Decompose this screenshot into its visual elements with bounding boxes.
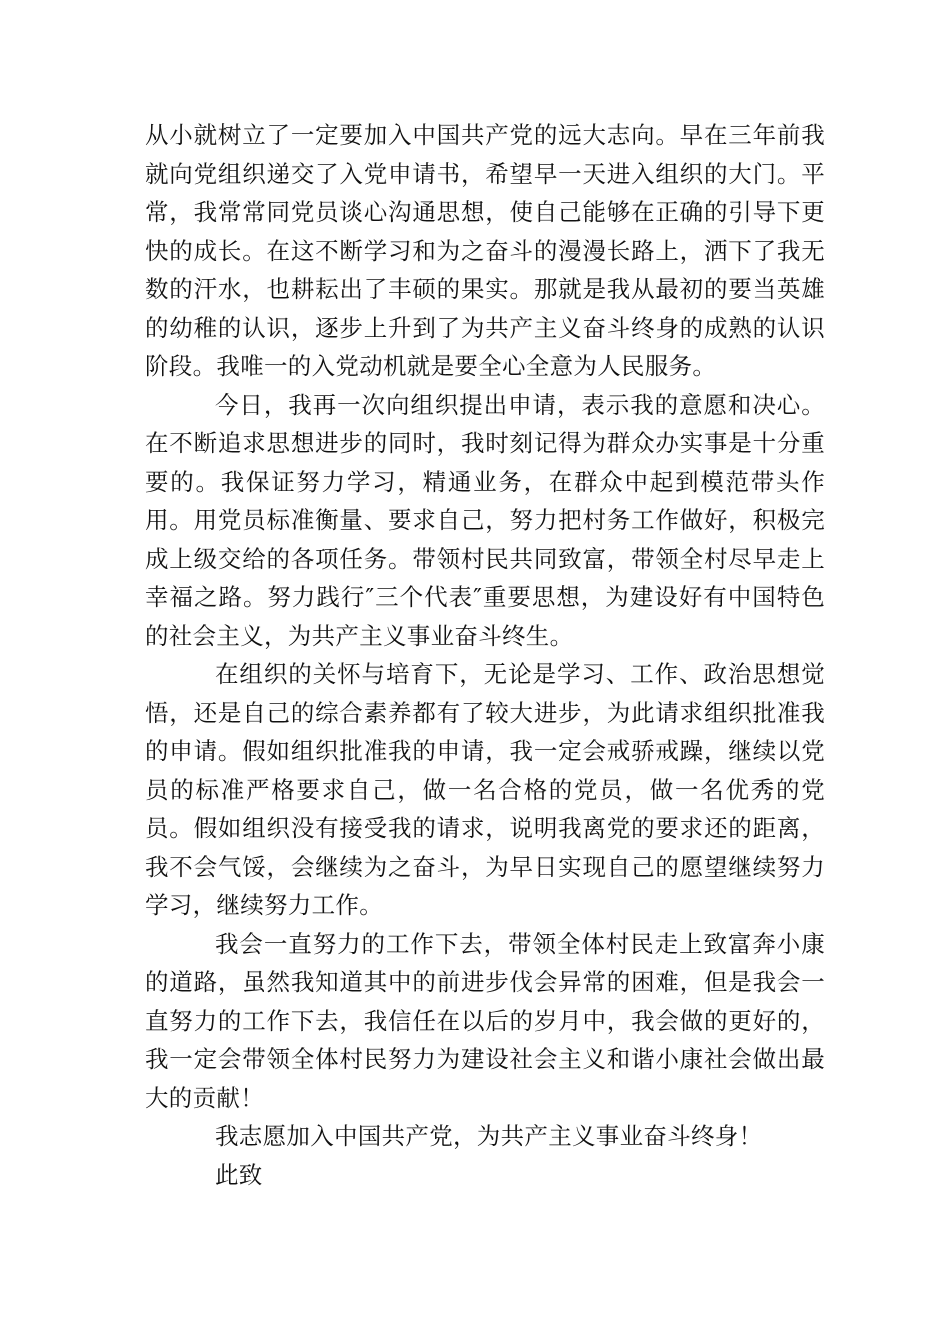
pledge-line: 我志愿加入中国共产党，为共产主义事业奋斗终身！ xyxy=(215,1122,763,1150)
paragraph-2: 今日，我再一次向组织提出申请，表示我的意愿和决心。在不断追求思想进步的同时，我时刻记得为群众办实事是十分重要的。我保证努力学习，精通业务，在群众中起到模范带头作用。用党员标准衡量、要求自己，努力把村务工作做好，积极完成上级交给的各项任务。带领村民共同致富，带领全村尽早走上幸福之路。努力践行″三个代表″重要思想，为建设好有中国特色的社会主义，为共产主义事业奋斗终生。 xyxy=(145,390,825,650)
paragraph-4: 我会一直努力的工作下去，带领全体村民走上致富奔小康的道路，虽然我知道其中的前进步伐会异常的困难，但是我会一直努力的工作下去，我信任在以后的岁月中，我会做的更好的，我一定会带领全体村民努力为建设社会主义和谐小康社会做出最大的贡献！ xyxy=(145,929,825,1112)
paragraph-1: 从小就树立了一定要加入中国共产党的远大志向。早在三年前我就向党组织递交了入党申请书，希望早一天进入组织的大门。平常，我常常同党员谈心沟通思想，使自己能够在正确的引导下更快的成长。在这不断学习和为之奋斗的漫漫长路上，洒下了我无数的汗水，也耕耘出了丰硕的果实。那就是我从最初的要当英雄的幼稚的认识，逐步上升到了为共产主义奋斗终身的成熟的认识阶段。我唯一的入党动机就是要全心全意为人民服务。 xyxy=(145,121,825,380)
letter-body xyxy=(145,116,825,1194)
paragraph-3: 在组织的关怀与培育下，无论是学习、工作、政治思想觉悟，还是自己的综合素养都有了较大进步，为此请求组织批准我的申请。假如组织批准我的申请，我一定会戒骄戒躁，继续以党员的标准严格要求自己，做一名合格的党员，做一名优秀的党员。假如组织没有接受我的请求，说明我离党的要求还的距离，我不会气馁，会继续为之奋斗，为早日实现自己的愿望继续努力学习，继续努力工作。 xyxy=(145,660,825,919)
closing-salutation: 此致 xyxy=(215,1160,263,1189)
